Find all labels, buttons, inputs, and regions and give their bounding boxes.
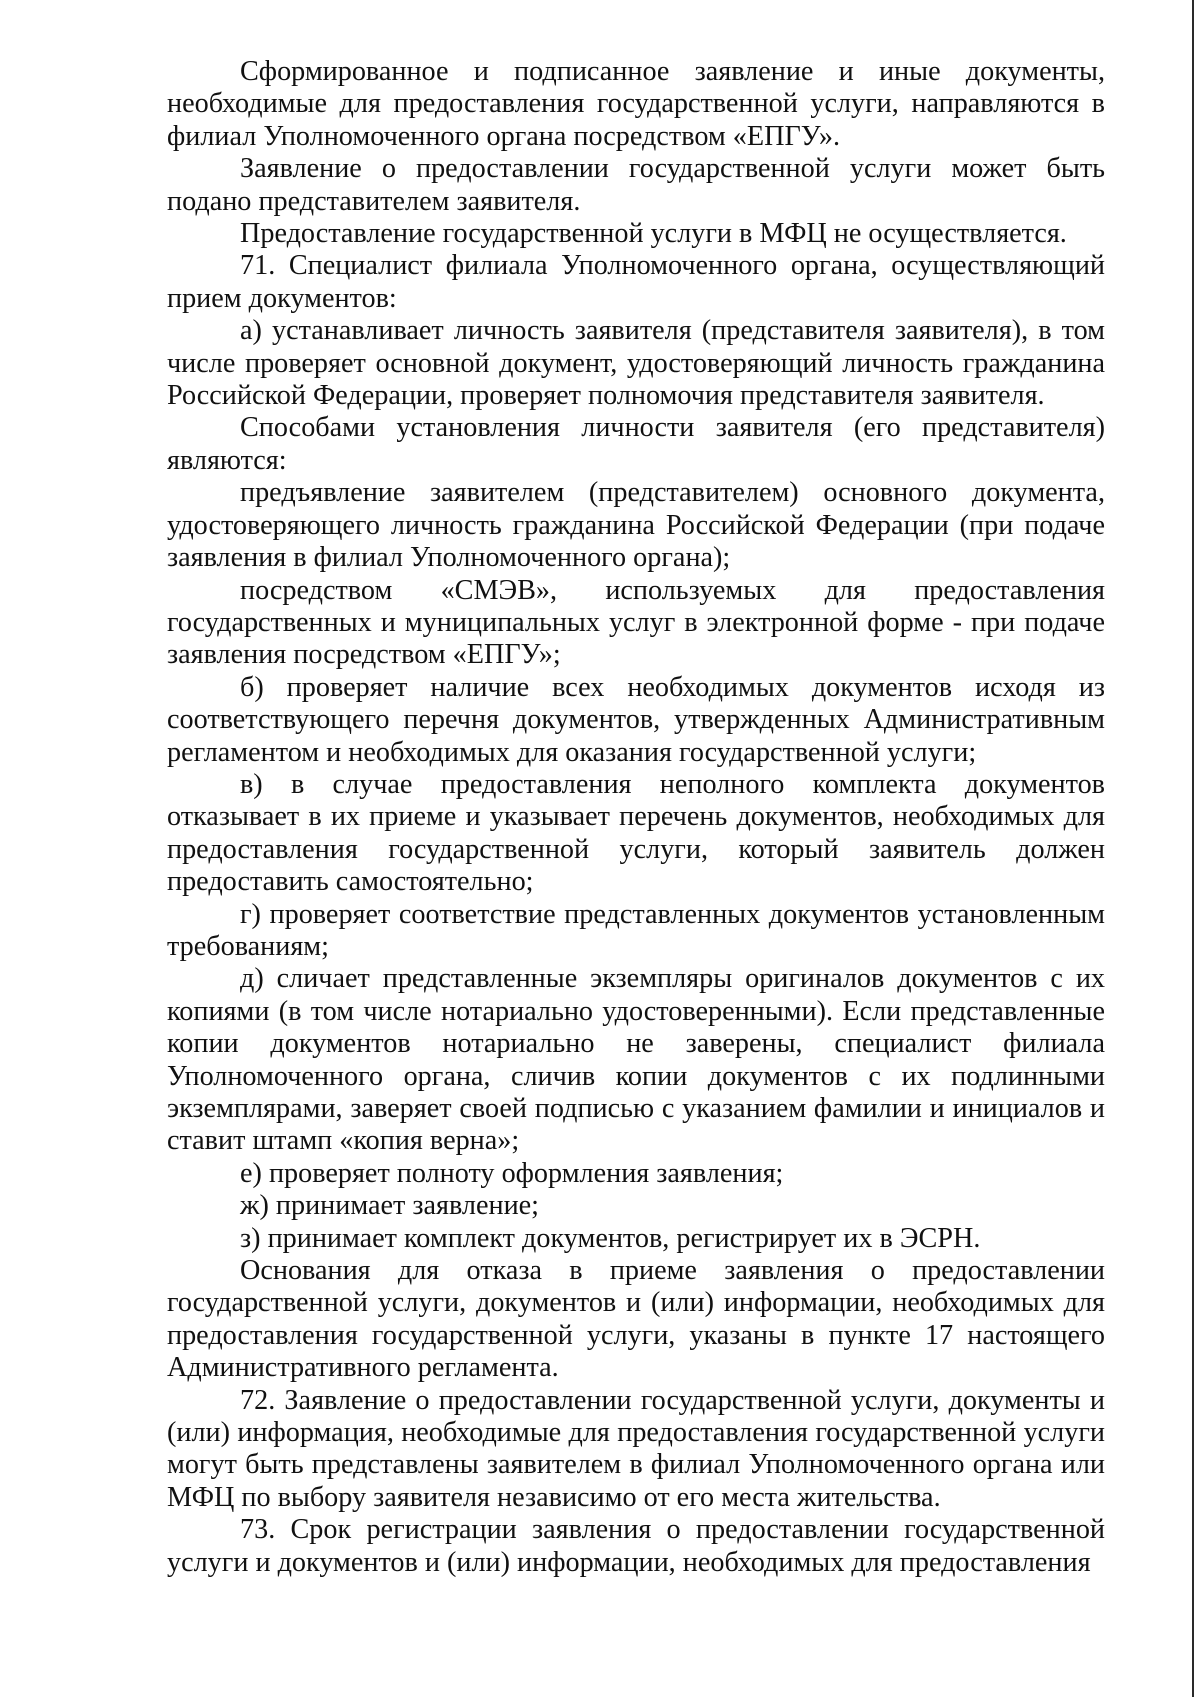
scan-edge <box>1192 0 1194 1697</box>
paragraph-71-e: е) проверяет полноту оформления заявления; <box>240 1157 784 1189</box>
paragraph-72: 72. Заявление о предоставлении государственной услуги, документы и (или) информация, необходимые для предоставления государственной услуги могут быть представлены заявителем в филиал Уполномоченного органа или МФЦ по выбору заявителя независимо от его места жительства. <box>167 1384 1105 1513</box>
document-body <box>167 56 1105 1579</box>
paragraph-71-d: д) сличает представленные экземпляры оригиналов документов с их копиями (в том числе нотариально удостоверенными). Если представленные копии документов нотариально не заверены, специалист филиала Уполномоченного органа, сличив копии документов с их подлинными экземплярами, заверяет своей подписью с указанием фамилии и инициалов и ставит штамп «копия верна»; <box>167 963 1105 1157</box>
paragraph-71-v: в) в случае предоставления неполного комплекта документов отказывает в их приеме и указывает перечень документов, необходимых для предоставления государственной услуги, который заявитель должен предоставить самостоятельно; <box>167 768 1105 898</box>
paragraph-identification-document: предъявление заявителем (представителем) основного документа, удостоверяющего личность гражданина Российской Федерации (при подаче заявления в филиал Уполномоченного органа); <box>167 477 1105 574</box>
paragraph-71: 71. Специалист филиала Уполномоченного органа, осуществляющий прием документов: <box>167 250 1105 314</box>
paragraph-73: 73. Срок регистрации заявления о предоставлении государственной услуги и документов и (или) информации, необходимых для предоставления <box>167 1514 1105 1578</box>
paragraph-71-b: б) проверяет наличие всех необходимых документов исходя из соответствующего перечня документов, утвержденных Административным регламентом и необходимых для оказания государственной услуги; <box>167 671 1105 768</box>
paragraph-mfc-not-provided: Предоставление государственной услуги в МФЦ не осуществляется. <box>240 218 1067 250</box>
paragraph-71-g: г) проверяет соответствие представленных документов установленным требованиям; <box>167 898 1105 962</box>
paragraph-refusal-grounds: Основания для отказа в приеме заявления о предоставлении государственной услуги, документов и (или) информации, необходимых для предоставления государственной услуги, указаны в пункте 17 настоящего Административного регламента. <box>167 1255 1105 1384</box>
paragraph-identification-methods: Способами установления личности заявителя (его представителя) являются: <box>167 412 1105 476</box>
paragraph-identification-smev: посредством «СМЭВ», используемых для предоставления государственных и муниципальных услуг в электронной форме - при подаче заявления посредством «ЕПГУ»; <box>167 574 1105 671</box>
paragraph-71-zh: ж) принимает заявление; <box>240 1190 540 1222</box>
paragraph-submission-epgu: Сформированное и подписанное заявление и иные документы, необходимые для предоставления государственной услуги, направляются в филиал Уполномоченного органа посредством «ЕПГУ». <box>167 56 1105 152</box>
paragraph-71-a: а) устанавливает личность заявителя (представителя заявителя), в том числе проверяет основной документ, удостоверяющий личность гражданина Российской Федерации, проверяет полномочия представителя заявителя. <box>167 315 1105 412</box>
paragraph-representative: Заявление о предоставлении государственной услуги может быть подано представителем заявителя. <box>167 153 1105 217</box>
paragraph-71-z: з) принимает комплект документов, регистрирует их в ЭСРН. <box>240 1222 981 1254</box>
